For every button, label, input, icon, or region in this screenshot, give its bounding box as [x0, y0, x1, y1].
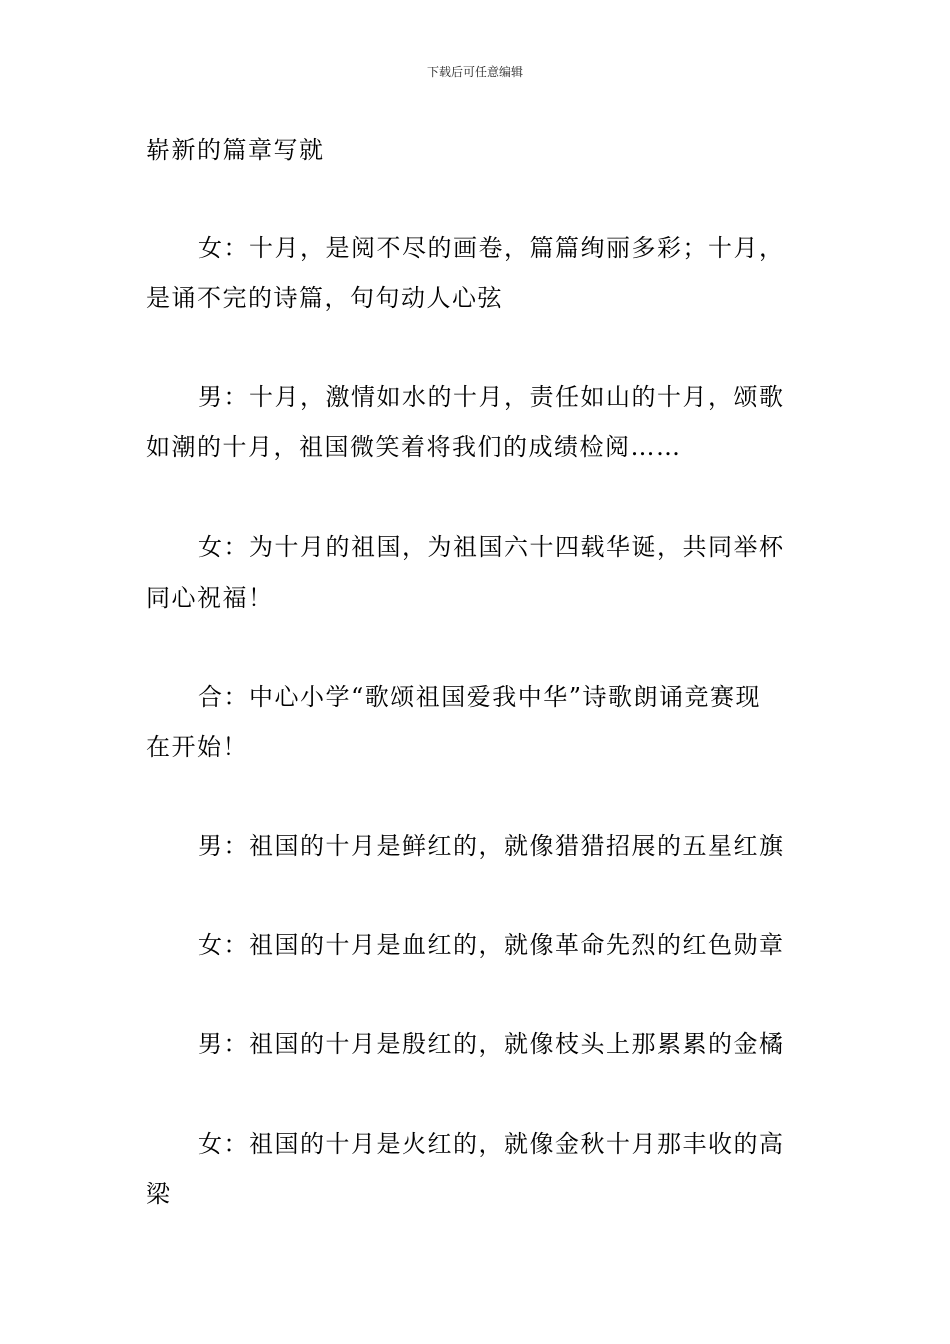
text-line: 梁	[146, 1180, 172, 1208]
text-line: 女：十月，是阅不尽的画卷，篇篇绚丽多彩；十月，	[198, 234, 785, 262]
text-line: 男：十月，激情如水的十月，责任如山的十月，颂歌	[198, 383, 785, 411]
text-line: 同心祝福！	[146, 584, 274, 612]
text-line: 男：祖国的十月是鲜红的，就像猎猎招展的五星红旗	[198, 832, 785, 860]
page-header: 下载后可任意编辑	[426, 65, 523, 79]
text-line: 是诵不完的诗篇，句句动人心弦	[146, 284, 503, 312]
text-line: 女：为十月的祖国，为祖国六十四载华诞，共同举杯	[198, 533, 785, 561]
text-line: 女：祖国的十月是血红的，就像革命先烈的红色勋章	[198, 931, 785, 959]
text-line: 如潮的十月，祖国微笑着将我们的成绩检阅……	[146, 433, 682, 461]
text-line: 崭新的篇章写就	[146, 136, 325, 164]
text-line: 合：中心小学“歌颂祖国爱我中华”诗歌朗诵竞赛现	[198, 683, 762, 711]
text-line: 在开始！	[146, 733, 248, 761]
text-line: 男：祖国的十月是殷红的，就像枝头上那累累的金橘	[198, 1030, 785, 1058]
text-line: 女：祖国的十月是火红的，就像金秋十月那丰收的高	[198, 1130, 785, 1158]
